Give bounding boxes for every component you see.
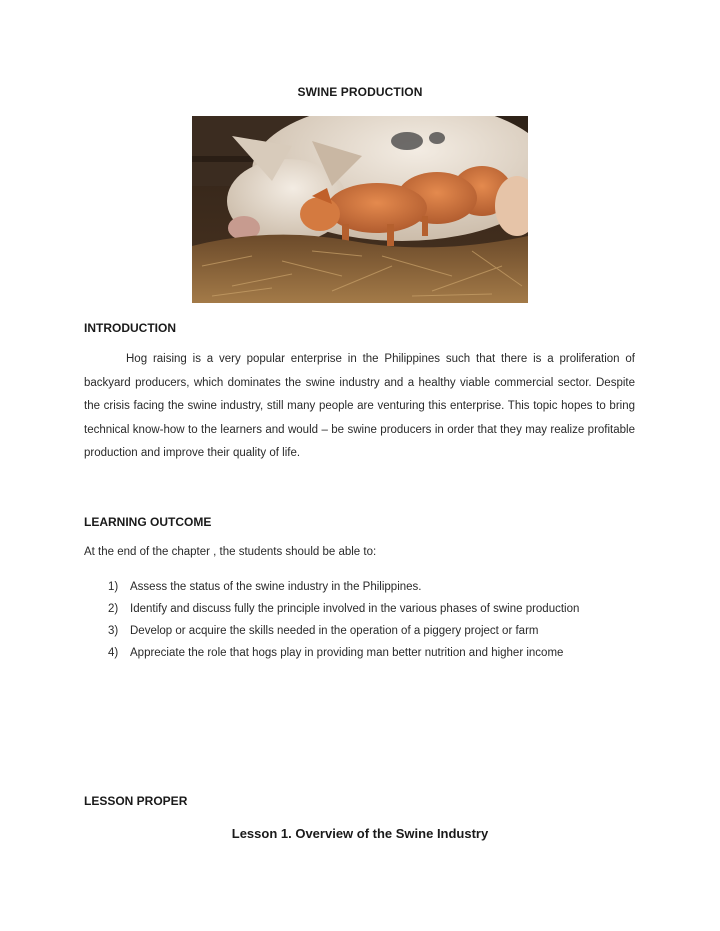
outcome-text: Identify and discuss fully the principle involved in the various phases of swine production: [130, 603, 580, 615]
outcome-number: 1): [108, 581, 119, 593]
learning-outcome-heading: LEARNING OUTCOME: [84, 515, 212, 529]
pig-photo: [192, 116, 528, 303]
outcome-number: 4): [108, 647, 119, 659]
outcome-number: 3): [108, 625, 119, 637]
outcome-number: 2): [108, 603, 119, 615]
outcome-text: Assess the status of the swine industry in the Philippines.: [130, 581, 422, 593]
outcome-item: [108, 620, 635, 642]
pig-photo-illustration: [192, 116, 528, 303]
learning-outcome-list: [108, 576, 635, 664]
document-title: SWINE PRODUCTION: [297, 85, 423, 99]
outcome-text: Appreciate the role that hogs play in providing man better nutrition and higher income: [130, 647, 564, 659]
introduction-paragraph: [84, 348, 635, 466]
outcome-item: [108, 642, 635, 664]
lesson-title: Lesson 1. Overview of the Swine Industry: [231, 826, 489, 841]
introduction-text: Hog raising is a very popular enterprise in the Philippines such that there is a proliferation of backyard producers, which dominates the swine industry and a healthy viable commercial sector. Despite the crisis facing the swine industry, still many people are venturing this enterprise. This topic hopes to bring technical know-how to the learners and would – be swine producers in order that they may realize profitable production and improve their quality of life.: [84, 353, 635, 459]
learning-outcome-lead: At the end of the chapter , the students should be able to:: [84, 546, 377, 558]
introduction-heading: INTRODUCTION: [84, 321, 176, 335]
lesson-proper-heading: LESSON PROPER: [84, 794, 188, 808]
outcome-item: [108, 598, 635, 620]
outcome-item: [108, 576, 635, 598]
outcome-text: Develop or acquire the skills needed in the operation of a piggery project or farm: [130, 625, 539, 637]
